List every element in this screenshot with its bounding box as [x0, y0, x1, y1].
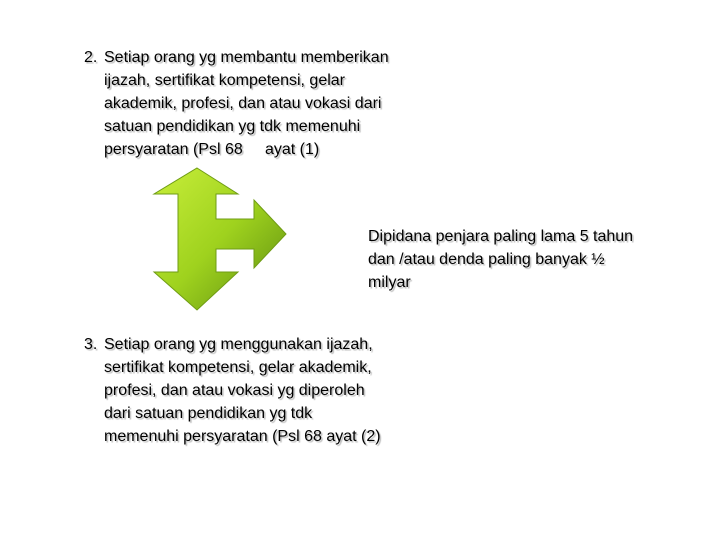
item-2-number: 2.	[84, 49, 98, 66]
item-3-line: profesi, dan atau vokasi yg diperoleh	[104, 382, 365, 399]
penalty-line: Dipidana penjara paling lama 5 tahun	[368, 228, 634, 245]
penalty-line: dan /atau denda paling banyak ½	[368, 251, 605, 268]
item-2-text	[104, 46, 389, 161]
item-2-line: ijazah, sertifikat kompetensi, gelar	[104, 72, 345, 89]
item-2	[84, 46, 389, 161]
item-3-text	[104, 333, 381, 448]
item-2-line: satuan pendidikan yg tdk memenuhi	[104, 118, 361, 135]
item-3-line: Setiap orang yg menggunakan ijazah,	[104, 336, 373, 353]
item-3	[84, 333, 381, 448]
item-3-line: dari satuan pendidikan yg tdk	[104, 405, 313, 422]
three-way-arrow-icon	[150, 164, 360, 314]
item-3-number: 3.	[84, 336, 98, 353]
item-2-line: persyaratan (Psl 68 ayat (1)	[104, 141, 320, 158]
penalty-text	[368, 225, 633, 294]
item-2-line: Setiap orang yg membantu memberikan	[104, 49, 389, 66]
item-2-line: akademik, profesi, dan atau vokasi dari	[104, 95, 382, 112]
item-3-line: sertifikat kompetensi, gelar akademik,	[104, 359, 372, 376]
item-3-line: memenuhi persyaratan (Psl 68 ayat (2)	[104, 428, 381, 445]
penalty-line: milyar	[368, 274, 411, 291]
